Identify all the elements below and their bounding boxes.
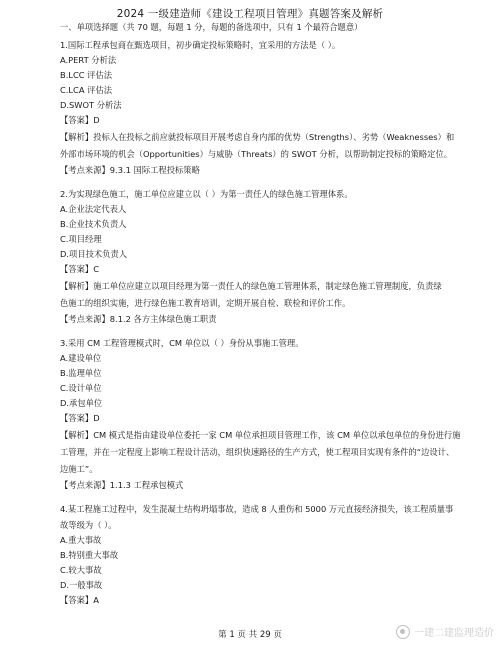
- question-1: [60, 40, 460, 176]
- question-stem: 3.采用 CM 工程管理模式时，CM 单位以（ ）身份从事施工管理。: [60, 338, 304, 348]
- source: 【考点来源】1.1.3 工程承包模式: [60, 480, 184, 490]
- option-a: A.企业法定代表人: [60, 204, 127, 214]
- answer: 【答案】D: [60, 413, 100, 423]
- source: 【考点来源】9.3.1 国际工程投标策略: [60, 165, 200, 175]
- question-2: [60, 189, 460, 325]
- page-number: 第 1 页 共 29 页: [218, 630, 282, 640]
- explanation-line-2: 色施工的组织实施，进行绿色施工教育培训，定期开展自检、联检和评价工作。: [60, 298, 351, 308]
- question-stem: 1.国际工程承包商在甄选项目，初步确定投标策略时，宜采用的方法是（ ）。: [60, 40, 341, 50]
- option-c: C.设计单位: [60, 383, 102, 393]
- option-a: A.重大事故: [60, 535, 102, 545]
- question-stem-line-1: 4.某工程施工过程中，发生混凝土结构坍塌事故，造成 8 人重伤和 5000 万元直接经济损失，该工程质量事: [60, 504, 454, 514]
- watermark-text: 一建二建监理造价: [414, 628, 494, 639]
- explanation-line-3: 边施工”。: [60, 464, 98, 474]
- answer: 【答案】D: [60, 115, 100, 125]
- option-d: D.一般事故: [60, 580, 103, 590]
- question-stem: 2.为实现绿色施工，施工单位应建立以（ ）为第一责任人的绿色施工管理体系。: [60, 189, 353, 199]
- explanation-line-1: 【解析】投标人在投标之前应就投标项目开展考虑自身内部的优势（Strengths）、劣势（Weaknesses）和: [60, 132, 455, 142]
- option-b: B.特别重大事故: [60, 550, 119, 560]
- option-c: C.较大事故: [60, 565, 102, 575]
- option-b: B.LCC 评估法: [60, 70, 113, 80]
- question-4: [60, 503, 460, 611]
- option-a: A.建设单位: [60, 353, 102, 363]
- watermark-logo-icon: [396, 625, 410, 639]
- question-3: [60, 338, 460, 491]
- question-stem-line-2: 故等级为（ ）。: [60, 520, 117, 530]
- watermark: [396, 624, 494, 639]
- explanation-line-2: 外部市场环境的机会（Opportunities）与威胁（Threats）的 SWOT 分析，以帮助制定投标的策略定位。: [60, 149, 453, 159]
- option-d: D.承包单位: [60, 398, 103, 408]
- option-b: B.企业技术负责人: [60, 219, 127, 229]
- option-b: B.监理单位: [60, 368, 102, 378]
- section-heading: 一、单项选择题（共 70 题，每题 1 分，每题的备选项中，只有 1 个最符合题意）: [60, 22, 363, 32]
- option-d: D.项目技术负责人: [60, 249, 128, 259]
- answer: 【答案】C: [60, 264, 99, 274]
- document-title: 2024 一级建造师《建设工程项目管理》真题答案及解析: [116, 8, 384, 20]
- explanation-line-1: 【解析】施工单位应建立以项目经理为第一责任人的绿色施工管理体系，制定绿色施工管理制度，负责绿: [60, 281, 442, 291]
- option-c: C.项目经理: [60, 234, 102, 244]
- option-a: A.PERT 分析法: [60, 55, 117, 65]
- answer: 【答案】A: [60, 595, 99, 605]
- option-c: C.LCA 评估法: [60, 85, 113, 95]
- source: 【考点来源】8.1.2 各方主体绿色施工职责: [60, 314, 217, 324]
- option-d: D.SWOT 分析法: [60, 100, 122, 110]
- explanation-line-1: 【解析】CM 模式是指由建设单位委托一家 CM 单位承担项目管理工作，该 CM 单位以承包单位的身份进行施: [60, 430, 461, 440]
- explanation-line-2: 工管理，并在一定程度上影响工程设计活动，组织快速路径的生产方式，使工程项目实现有条件的“边设计、: [60, 447, 455, 457]
